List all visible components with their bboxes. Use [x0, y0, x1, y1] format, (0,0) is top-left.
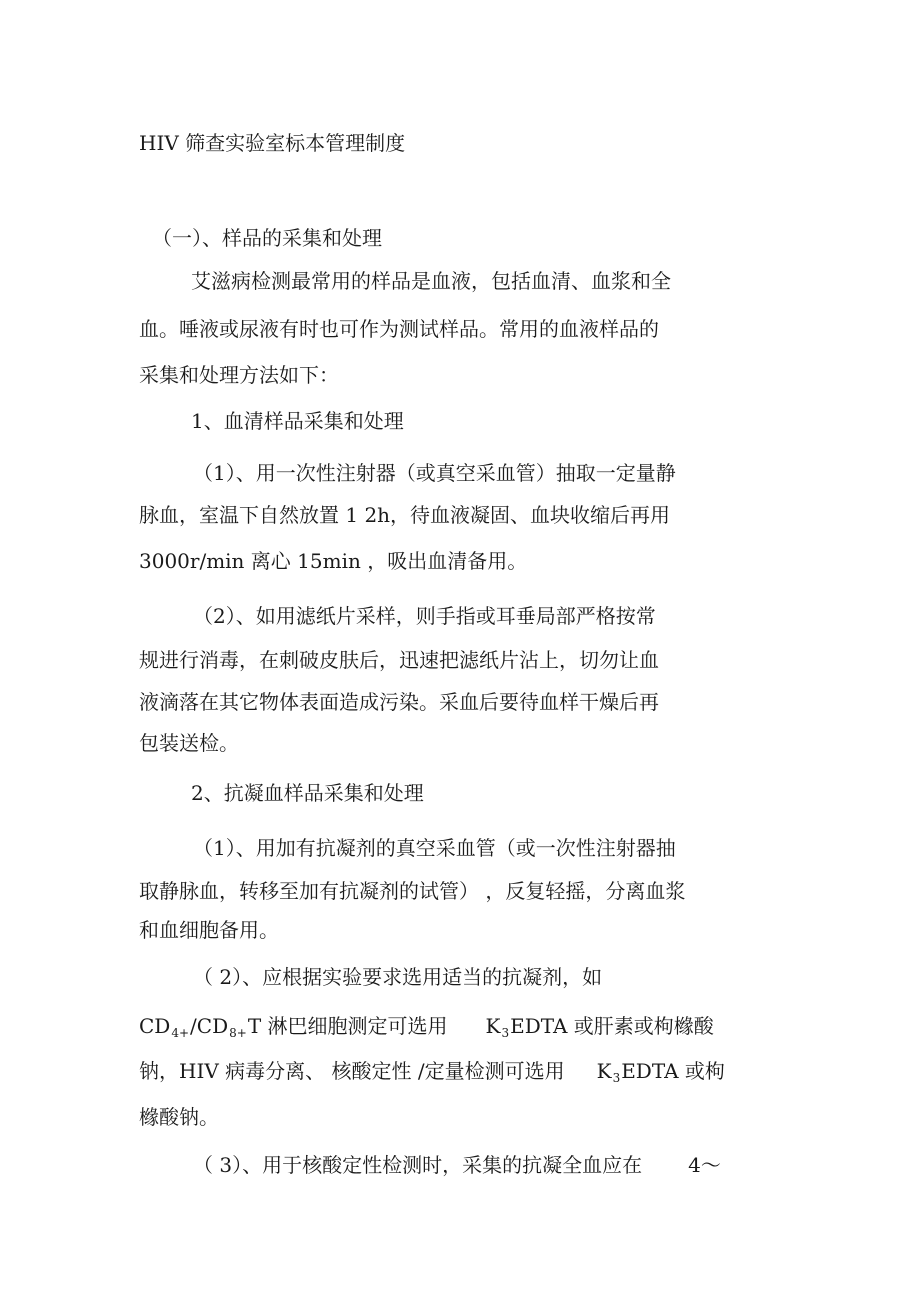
paragraph-line: 艾滋病检测最常用的样品是血液，包括血清、血浆和全 [191, 269, 671, 293]
text-run: T 淋巴细胞测定可选用 [247, 1014, 448, 1038]
text-run: K [596, 1059, 612, 1083]
paragraph-line-formula [139, 1059, 725, 1086]
paragraph-line: （ 2）、应根据实验要求选用适当的抗凝剂，如 [193, 965, 603, 989]
paragraph-line: 和血细胞备用。 [139, 918, 279, 942]
subscript: 3 [501, 1026, 510, 1040]
paragraph-line: 液滴落在其它物体表面造成污染。采血后要待血样干燥后再 [139, 690, 659, 714]
paragraph-line: 采集和处理方法如下： [139, 363, 339, 387]
paragraph-line: 脉血，室温下自然放置 1 2h，待血液凝固、血块收缩后再用 [139, 503, 671, 527]
document-title: HIV 筛查实验室标本管理制度 [139, 131, 406, 155]
subscript: 4+ [171, 1026, 190, 1040]
section-heading: （一）、样品的采集和处理 [152, 226, 382, 250]
item-heading: 2、抗凝血样品采集和处理 [191, 781, 424, 805]
paragraph-line: （1）、用加有抗凝剂的真空采血管（或一次性注射器抽 [193, 836, 676, 860]
paragraph-line: （2）、如用滤纸片采样，则手指或耳垂局部严格按常 [193, 604, 656, 628]
paragraph-line-formula [139, 1014, 714, 1041]
paragraph-line: 包装送检。 [139, 731, 239, 755]
text-run: EDTA 或肝素或枸橼酸 [510, 1014, 714, 1038]
paragraph-line: （1）、用一次性注射器（或真空采血管）抽取一定量静 [193, 461, 676, 485]
paragraph-line: 血。唾液或尿液有时也可作为测试样品。常用的血液样品的 [139, 317, 659, 341]
text-run: 钠，HIV 病毒分离、 核酸定性 /定量检测可选用 [139, 1059, 565, 1083]
subscript: 3 [612, 1071, 621, 1085]
cd-text: /CD [190, 1014, 229, 1038]
paragraph-line: 取静脉血，转移至加有抗凝剂的试管） ，反复轻摇，分离血浆 [139, 879, 686, 903]
paragraph-line [193, 1153, 721, 1177]
text-run: EDTA 或枸 [621, 1059, 725, 1083]
item-heading: 1、血清样品采集和处理 [191, 409, 404, 433]
paragraph-line: 3000r/min 离心 15min ，吸出血清备用。 [139, 549, 528, 573]
text-run: （ 3）、用于核酸定性检测时，采集的抗凝全血应在 [193, 1153, 643, 1177]
text-run: 4～ [688, 1153, 721, 1177]
cd-text: CD [139, 1014, 171, 1038]
paragraph-line: 规进行消毒，在刺破皮肤后，迅速把滤纸片沾上，切勿让血 [139, 648, 659, 672]
paragraph-line: 橼酸钠。 [139, 1105, 219, 1129]
subscript: 8+ [229, 1026, 247, 1040]
text-run: K [485, 1014, 501, 1038]
